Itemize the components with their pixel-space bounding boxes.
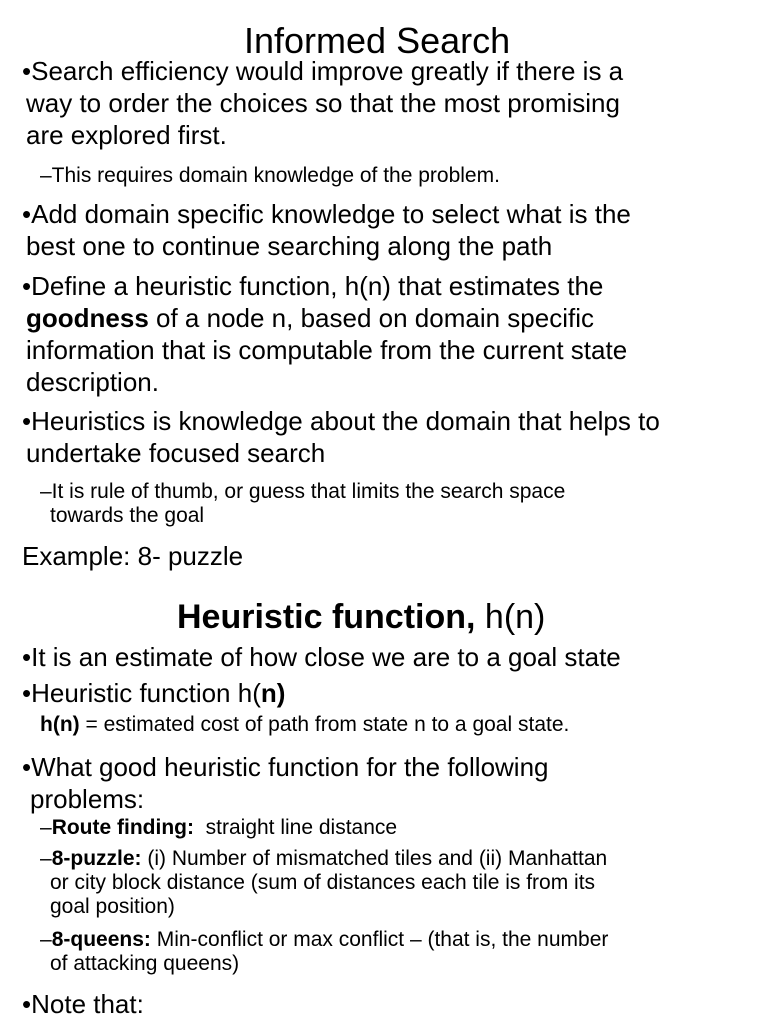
bullet-estimate-close: •It is an estimate of how close we are to a goal state bbox=[22, 642, 621, 672]
text-line: or city block distance (sum of distances each tile is from its bbox=[50, 871, 596, 894]
bullet-define-heuristic bbox=[22, 270, 627, 398]
text-span: straight line distance bbox=[193, 816, 398, 839]
title-rest-part: h(n) bbox=[475, 598, 546, 636]
bullet-heuristic-function bbox=[22, 677, 285, 709]
bold-term-hn: h(n) bbox=[40, 713, 80, 736]
text-line: •Search efficiency would improve greatly if there is a bbox=[22, 56, 624, 86]
text-line: goal position) bbox=[50, 895, 175, 918]
sub-8-queens bbox=[40, 928, 608, 976]
text-line: •Add domain specific knowledge to select what is the bbox=[22, 199, 631, 229]
text-line: best one to continue searching along the path bbox=[26, 231, 553, 261]
bold-term-n: n) bbox=[260, 678, 286, 708]
text-line: •What good heuristic function for the following bbox=[22, 752, 549, 782]
example-8-puzzle: Example: 8- puzzle bbox=[22, 541, 244, 571]
bold-term-8-puzzle: 8-puzzle: bbox=[51, 847, 142, 870]
slide1-title: Informed Search bbox=[244, 20, 511, 61]
text-line: –8-queens: Min-conflict or max conflict – (that is, the number bbox=[40, 928, 609, 951]
text-line: •Define a heuristic function, h(n) that estimates the bbox=[22, 271, 604, 301]
text-line: are explored first. bbox=[26, 120, 227, 150]
slide2-title bbox=[177, 598, 545, 637]
bold-term-goodness: goodness bbox=[26, 303, 149, 333]
text-line: problems: bbox=[30, 784, 145, 814]
bullet-heuristics-knowledge bbox=[22, 405, 660, 469]
text-line: of attacking queens) bbox=[50, 952, 240, 975]
text-line bbox=[22, 302, 627, 334]
text-span: of a node n, based on domain specific bbox=[148, 303, 594, 333]
text-line: undertake focused search bbox=[26, 438, 326, 468]
text-span: = estimated cost of path from state n to a goal state. bbox=[79, 713, 570, 736]
sub-domain-knowledge: –This requires domain knowledge of the problem. bbox=[40, 164, 500, 187]
text-line: description. bbox=[26, 367, 159, 397]
sub-hn-definition bbox=[40, 712, 569, 738]
sub-8-puzzle bbox=[40, 847, 607, 919]
text-line: –8-puzzle: (i) Number of mismatched tiles and (ii) Manhattan bbox=[40, 847, 608, 870]
text-line: information that is computable from the current state bbox=[26, 335, 628, 365]
text-line: towards the goal bbox=[50, 504, 205, 527]
bullet-what-good-heuristic bbox=[22, 751, 549, 815]
text-span: •Heuristic function h( bbox=[22, 678, 261, 708]
bullet-note-that: •Note that: bbox=[22, 989, 144, 1019]
sub-rule-of-thumb bbox=[40, 480, 565, 528]
text-span: (i) Number of mismatched tiles and (ii) Manhattan bbox=[141, 847, 608, 870]
text-line: –It is rule of thumb, or guess that limits the search space bbox=[40, 480, 566, 503]
bold-term-route-finding: Route finding: bbox=[51, 816, 194, 839]
sub-route-finding: –Route finding: straight line distance bbox=[40, 816, 398, 839]
bold-term-8-queens: 8-queens: bbox=[51, 928, 151, 951]
text-span: Min-conflict or max conflict – (that is, the number bbox=[150, 928, 609, 951]
text-line: way to order the choices so that the most promising bbox=[26, 88, 620, 118]
bullet-add-domain-knowledge bbox=[22, 198, 631, 262]
text-line: •Heuristics is knowledge about the domain that helps to bbox=[22, 406, 660, 436]
title-bold-part: Heuristic function, bbox=[177, 598, 476, 636]
bullet-search-efficiency bbox=[22, 55, 623, 151]
